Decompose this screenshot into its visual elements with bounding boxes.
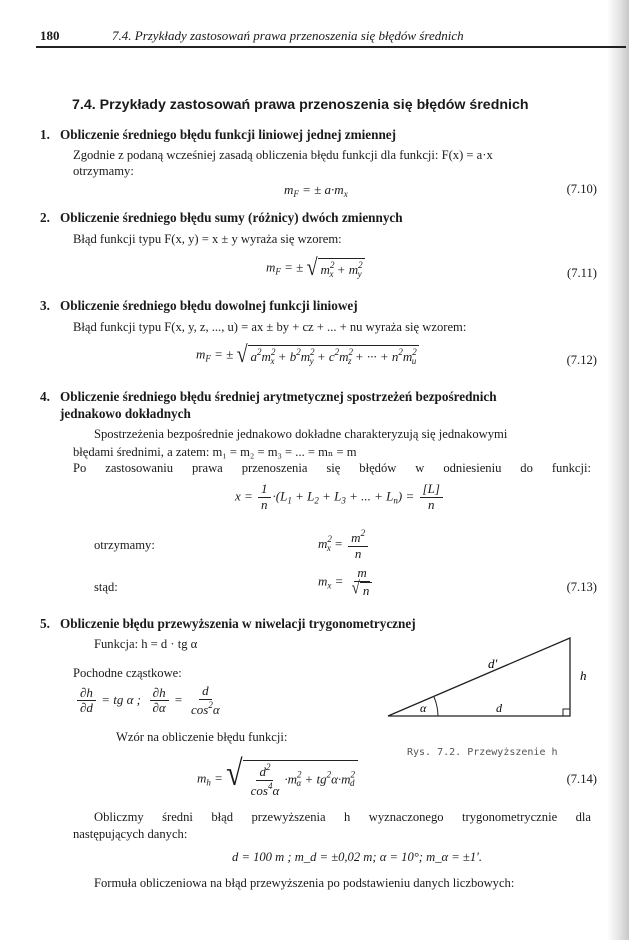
label-h: h <box>580 668 587 683</box>
figure-caption: Rys. 7.2. Przewyższenie h <box>407 747 558 758</box>
item-1-text-line1: Zgodnie z podaną wcześniej zasadą obliczenia błędu funkcji dla funkcji: F(x) = a·x <box>73 148 493 162</box>
item-2-heading: 2. Obliczenie średniego błędu sumy (różnicy) dwóch zmiennych <box>40 210 403 225</box>
figure-triangle <box>382 636 604 722</box>
eq-number-7-11: (7.11) <box>567 266 597 280</box>
item-1-heading: 1. Obliczenie średniego błędu funkcji liniowej jednej zmiennej <box>40 127 397 142</box>
item-5-funkcja: Funkcja: h = d · tg α <box>94 637 198 651</box>
eq-number-7-12: (7.12) <box>566 353 597 367</box>
item-4-otrzymamy: otrzymamy: <box>94 538 155 552</box>
eq-number-7-10: (7.10) <box>566 182 597 196</box>
item-5-oblicz-line1: Obliczmy średni błąd przewyższenia h wyznaczonego trygonometrycznie dla <box>94 810 591 824</box>
item-3-heading: 3. Obliczenie średniego błędu dowolnej funkcji liniowej <box>40 298 358 313</box>
equation-mean: x = $\frac{1}{n}$ $\cdot(L_1 + L_2 + L_3$ + ... + $L_n$) = $\frac{[L]}{n}$ <box>235 482 445 513</box>
item-2-text: Błąd funkcji typu F(x, y) = x ± y wyraża się wzorem: <box>73 232 342 246</box>
eq-number-7-13: (7.13) <box>566 580 597 594</box>
running-title: 7.4. Przykłady zastosowań prawa przenoszenia się błędów średnich <box>112 28 464 43</box>
eq-number-7-14: (7.14) <box>566 772 597 786</box>
item-3-text: Błąd funkcji typu F(x, y, z, ..., u) = ax ± by + cz + ... + nu wyraża się wzorem: <box>73 320 467 334</box>
equation-variance-mean: $m^2_x$ = $\frac{m^2}{n}$ <box>318 528 370 562</box>
label-alpha: α <box>420 701 427 715</box>
equation-7-14: $m_h$ = √ $\frac{d^2}{\cos^4\alpha}$ $\cdot m^2_\alpha + tg^2\alpha\cdot m^2_d$ <box>197 760 358 799</box>
label-d-prime: d′ <box>488 656 498 671</box>
header-rule <box>36 46 626 48</box>
item-5-dane: d = 100 m ; m_d = ±0,02 m; α = 10°; m_α = ±1′. <box>232 850 483 864</box>
item-4-text-line3: Po zastosowaniu prawa przenoszenia się błędów w odniesieniu do funkcji: <box>73 461 591 475</box>
item-1-text-line2: otrzymamy: <box>73 164 134 178</box>
equation-partials: $\frac{\partial h}{\partial d}$ = tg α ; $\frac{\partial h}{\partial\alpha}$ = $\frac{d}{\cos^2\alpha}$ <box>75 684 225 718</box>
section-title: 7.4. Przykłady zastosowań prawa przenoszenia się błędów średnich <box>72 97 529 113</box>
item-4-stad: stąd: <box>94 580 118 594</box>
item-4-text-line2: błędami średnimi, a zatem: m₁ = m₂ = m₃ = ... = mₙ = m <box>73 445 357 459</box>
item-5-pochodne: Pochodne cząstkowe: <box>73 666 182 680</box>
item-4-text-line1: Spostrzeżenia bezpośrednie jednakowo dokładne charakteryzują się jednakowymi <box>94 427 508 441</box>
item-5-wzor: Wzór na obliczenie błędu funkcji: <box>116 730 288 744</box>
equation-7-11: $m_F$ = ± √ $m^2_x + m^2_y$ <box>266 254 363 282</box>
equation-7-10: $m_F$ = ± $a\cdot m_x$ <box>284 182 348 199</box>
item-5-oblicz-line2: następujących danych: <box>73 827 188 841</box>
item-5-heading: 5. Obliczenie błędu przewyższenia w niwelacji trygonometrycznej <box>40 616 416 631</box>
item-4-heading: 4. Obliczenie średniego błędu średniej arytmetycznej spostrzeżeń bezpośrednich <box>40 389 497 404</box>
equation-7-13: $m_x$ = m √ n <box>318 566 377 599</box>
triangle-shape <box>388 638 570 716</box>
angle-arc <box>434 697 438 716</box>
item-4-heading-cont: jednakowo dokładnych <box>60 406 191 421</box>
label-d: d <box>496 701 502 715</box>
running-header <box>40 28 599 46</box>
page-edge-shadow <box>607 0 629 940</box>
right-angle-mark <box>563 709 570 716</box>
page-number: 180 <box>40 28 60 43</box>
equation-7-12: $m_F$ = ± √ $a^2m^2_x + b^2m^2_y + c^2m^2_z$ + ··· + $n^2m^2_u$ <box>196 345 419 366</box>
item-5-formula: Formuła obliczeniowa na błąd przewyższenia po podstawieniu danych liczbowych: <box>94 876 515 890</box>
